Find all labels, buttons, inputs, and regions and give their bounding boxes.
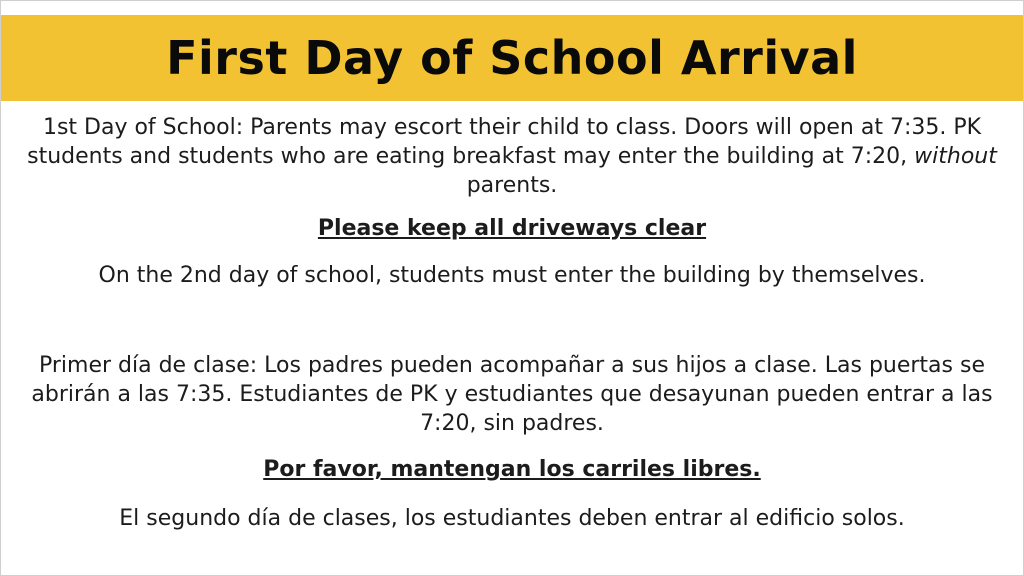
english-driveway-notice: Please keep all driveways clear bbox=[317, 216, 707, 241]
english-arrival-paragraph bbox=[21, 113, 1003, 200]
spanish-arrival-paragraph: Primer día de clase: Los padres pueden acompañar a sus hijos a clase. Las puertas se abrirán a las 7:35. Estudiantes de PK y estudiantes que desayunan pueden entrar a las 7:20, sin padres. bbox=[31, 353, 993, 436]
spanish-second-day: El segundo día de clases, los estudiantes deben entrar al edificio solos. bbox=[119, 506, 905, 531]
english-arrival-text: 1st Day of School: Parents may escort their child to class. Doors will open at 7:35. PK students and students who are eating breakfast may enter the building at 7:20, bbox=[27, 115, 982, 169]
slide-title: First Day of School Arrival bbox=[166, 31, 858, 85]
spanish-driveway-notice: Por favor, mantengan los carriles libres. bbox=[263, 457, 761, 482]
english-second-day: On the 2nd day of school, students must enter the building by themselves. bbox=[98, 263, 926, 288]
english-arrival-emphasis: without bbox=[914, 144, 997, 169]
english-arrival-end: parents. bbox=[466, 173, 558, 198]
title-banner bbox=[1, 15, 1023, 101]
